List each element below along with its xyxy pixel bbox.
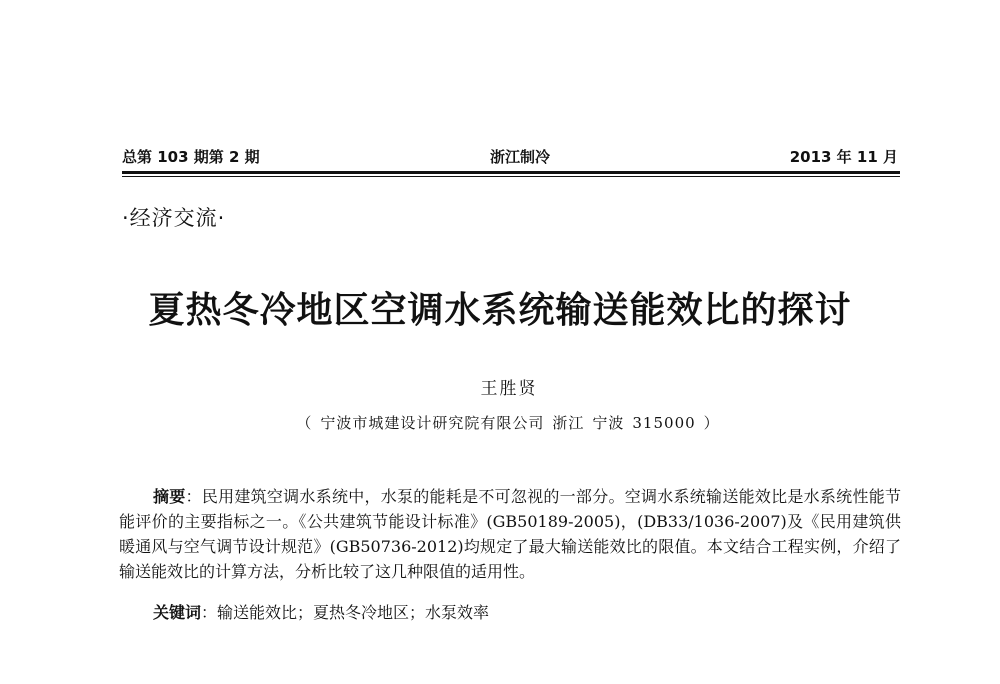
abstract-paragraph [119, 484, 901, 584]
header-rule-thick [122, 171, 900, 174]
column-label: ·经济交流· [122, 206, 226, 230]
issue-date: 2013 年 11 月 [789, 148, 898, 166]
affiliation [0, 412, 1000, 433]
affiliation-province: 浙江 [552, 414, 585, 432]
keywords [153, 600, 489, 623]
abstract-text: ：民用建筑空调水系统中，水泵的能耗是不可忽视的一部分。空调水系统输送能效比是水系统性能节能评价的主要指标之一。《公共建筑节能设计标准》(GB50189-2005)，(DB33/1036-2007)及《民用建筑供暖通风与空气调节设计规范》(GB50736-2012)均规定了最大输送能效比的限值。本文结合工程实例，介绍了输送能效比的计算方法，分析比较了这几种限值的适用性。 [119, 487, 901, 581]
journal-name: 浙江制冷 [489, 148, 550, 166]
affiliation-close-paren: ） [703, 414, 720, 432]
affiliation-organization: 宁波市城建设计研究院有限公司 [320, 414, 545, 432]
issue-number: 总第 103 期第 2 期 [122, 148, 260, 166]
article-title: 夏热冬冷地区空调水系统输送能效比的探讨 [148, 289, 852, 331]
affiliation-open-paren: （ [296, 414, 313, 432]
running-header [122, 146, 898, 168]
abstract [119, 484, 901, 584]
author-name: 王胜贤 [480, 379, 538, 399]
keywords-text: ：输送能效比；夏热冬冷地区；水泵效率 [201, 603, 490, 622]
header-rule-thin [122, 176, 900, 177]
keywords-label: 关键词 [153, 603, 202, 622]
abstract-label: 摘要 [153, 487, 186, 506]
affiliation-city: 宁波 [592, 414, 625, 432]
affiliation-postcode: 315000 [632, 414, 696, 432]
